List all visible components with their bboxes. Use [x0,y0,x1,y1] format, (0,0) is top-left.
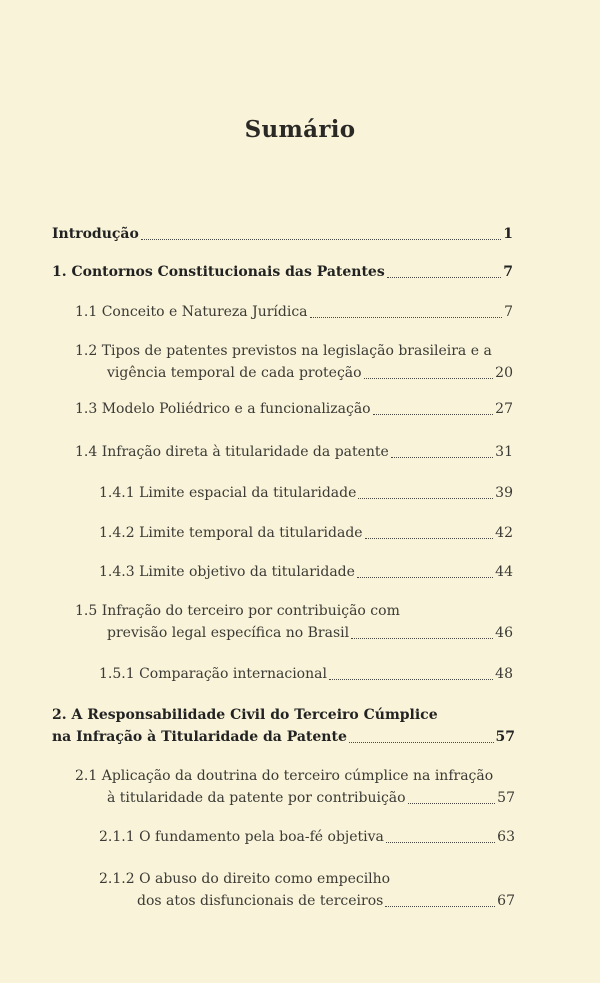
toc-entry[interactable] [75,301,513,323]
toc-label: 1.4.2 Limite temporal da titularidade [99,525,363,541]
toc-label: 1.4 Infração direta à titularidade da patente [75,444,389,460]
toc-label: dos atos disfuncionais de terceiros [137,893,384,909]
toc-entry[interactable] [75,765,515,809]
toc-page: 42 [495,525,513,541]
toc-page: 7 [504,304,513,320]
toc-label: vigência temporal de cada proteção [107,365,362,381]
toc-entry[interactable] [75,600,513,644]
toc-entry[interactable] [99,868,515,912]
toc-label: 1.1 Conceito e Natureza Jurídica [75,304,308,320]
toc-entry[interactable] [99,522,513,544]
leader-dots [365,537,494,539]
toc-page: 63 [497,829,515,845]
toc-label-first-line: 1.5 Infração do terceiro por contribuição com [75,603,400,619]
leader-dots [329,678,493,680]
toc-label-first-line: 2. A Responsabilidade Civil do Terceiro Cúmplice [52,707,438,723]
toc-label: 1.5.1 Comparação internacional [99,666,327,682]
leader-dots [351,637,493,639]
toc-page: 67 [497,893,515,909]
leader-dots [373,413,494,415]
toc-entry[interactable] [52,223,513,245]
toc-page: 31 [495,444,513,460]
leader-dots [141,238,501,240]
toc-entry[interactable] [52,261,513,283]
toc-label: 2.1.1 O fundamento pela boa-fé objetiva [99,829,384,845]
toc-entry[interactable] [99,663,513,685]
leader-dots [349,741,494,743]
toc-label: Introdução [52,226,139,242]
toc-label: 1.3 Modelo Poliédrico e a funcionalização [75,401,371,417]
page-title: Sumário [244,116,356,143]
toc-page: 20 [495,365,513,381]
leader-dots [358,497,493,499]
toc-page: 48 [495,666,513,682]
toc-entry[interactable] [99,561,513,583]
toc-label-first-line: 2.1 Aplicação da doutrina do terceiro cúmplice na infração [75,768,494,784]
toc-page: 1 [503,226,513,242]
leader-dots [391,456,493,458]
toc-label: 1. Contornos Constitucionais das Patentes [52,264,385,280]
toc-entry[interactable] [75,398,513,420]
toc-entry[interactable] [75,340,513,384]
toc-label-first-line: 1.2 Tipos de patentes previstos na legislação brasileira e a [75,343,492,359]
toc-page: 57 [497,790,515,806]
toc-page: 7 [503,264,513,280]
leader-dots [386,841,495,843]
toc-label: na Infração à Titularidade da Patente [52,729,347,745]
toc-page: 39 [495,485,513,501]
leader-dots [357,576,493,578]
toc-page: 46 [495,625,513,641]
toc-label: à titularidade da patente por contribuição [107,790,406,806]
toc-label: previsão legal específica no Brasil [107,625,350,641]
toc-label: 1.4.3 Limite objetivo da titularidade [99,564,355,580]
leader-dots [364,377,494,379]
leader-dots [385,905,495,907]
toc-page: 44 [495,564,513,580]
toc-page: 57 [495,729,515,745]
leader-dots [408,802,496,804]
toc-entry[interactable] [99,826,515,848]
toc-label: 1.4.1 Limite espacial da titularidade [99,485,357,501]
toc-entry[interactable] [99,482,513,504]
toc-page: 27 [495,401,513,417]
leader-dots [387,276,502,278]
toc-label-first-line: 2.1.2 O abuso do direito como empecilho [99,871,391,887]
toc-entry[interactable] [75,441,513,463]
toc-entry[interactable] [52,704,515,748]
leader-dots [310,316,503,318]
